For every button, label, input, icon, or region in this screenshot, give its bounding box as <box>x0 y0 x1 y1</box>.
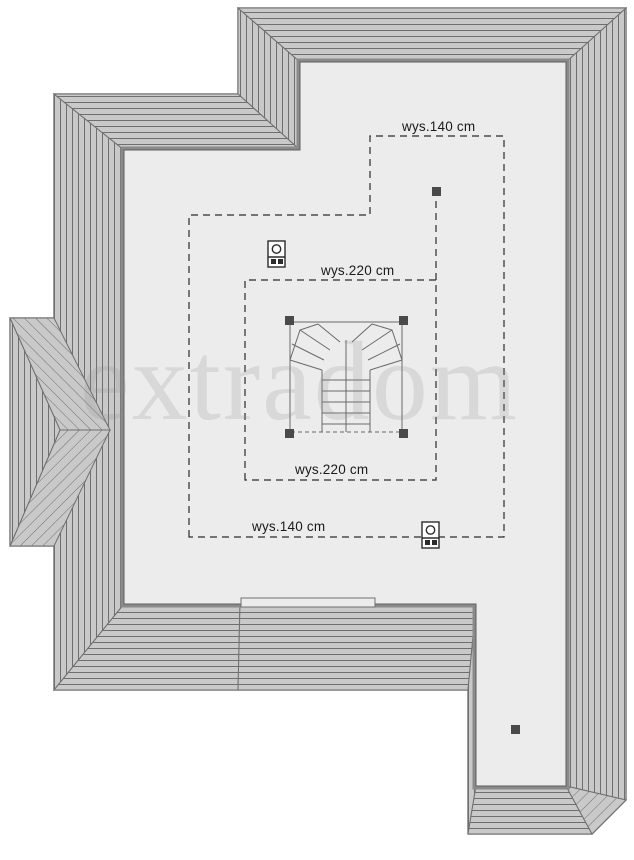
dimension-label-140-bottom: wys.140 cm <box>249 519 328 534</box>
bottom-wall-opening <box>241 598 375 607</box>
watermark: extradom <box>80 320 519 444</box>
square-marker <box>399 316 408 325</box>
square-marker <box>285 316 294 325</box>
dimension-label-140-top: wys.140 cm <box>399 119 478 134</box>
vent-lower <box>422 522 439 548</box>
roof-hip-hatch-overlays <box>10 8 626 834</box>
square-marker <box>285 429 294 438</box>
dimension-label-220-lower: wys.220 cm <box>292 462 371 477</box>
vent-upper <box>268 241 285 267</box>
dimension-label-220-upper: wys.220 cm <box>318 263 397 278</box>
square-marker <box>399 429 408 438</box>
square-marker <box>511 725 520 734</box>
square-marker <box>432 187 441 196</box>
